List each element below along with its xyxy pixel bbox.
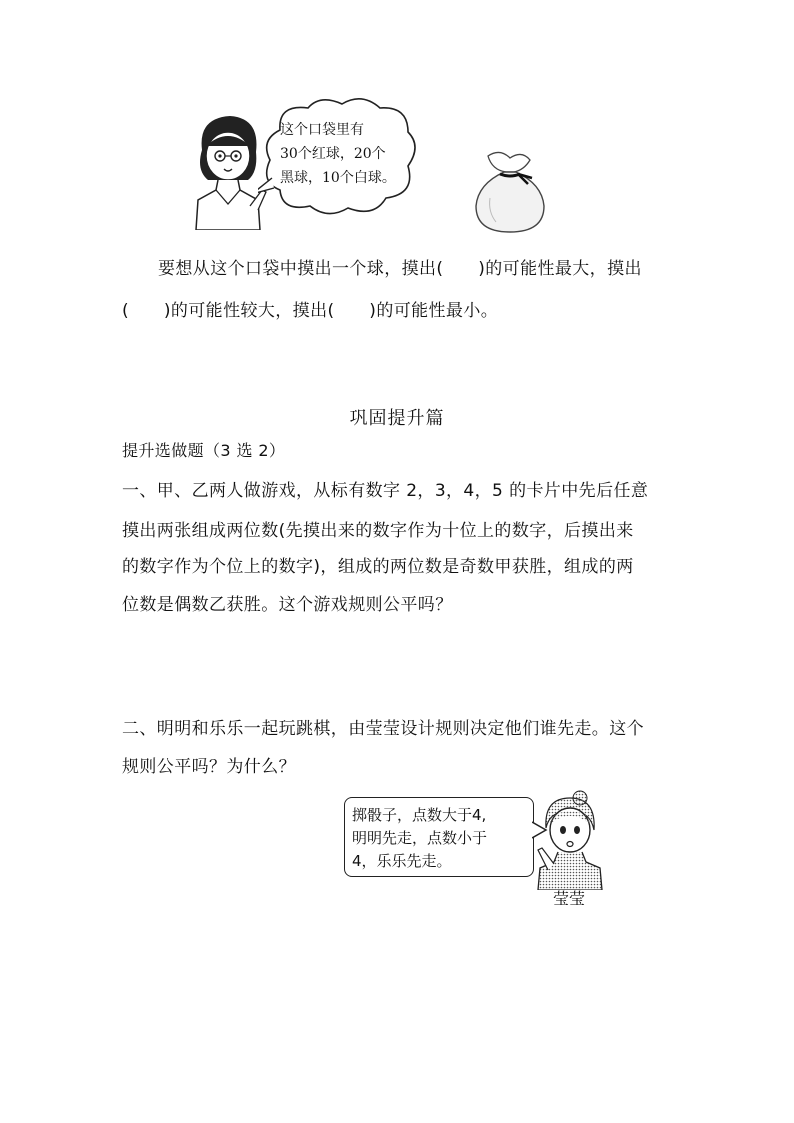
question1-line: 位数是偶数乙获胜。这个游戏规则公平吗？ <box>122 595 453 615</box>
question2-line: 规则公平吗？为什么？ <box>122 757 296 777</box>
cloud-text <box>280 118 420 190</box>
yingying-illustration <box>530 790 608 890</box>
speech-text <box>352 804 532 873</box>
cloud-line: 黑球，10个白球。 <box>280 170 396 186</box>
intro-line-1: 要想从这个口袋中摸出一个球，摸出( )的可能性最大，摸出 <box>158 259 642 279</box>
section-subtitle: 提升选做题（3 选 2） <box>122 441 286 460</box>
intro-line-2: ( )的可能性较大，摸出( )的可能性最小。 <box>122 301 499 321</box>
speech-line: 掷骰子，点数大于4, <box>352 806 487 824</box>
section-title: 巩固提升篇 <box>349 408 445 429</box>
question1-line: 摸出两张组成两位数(先摸出来的数字作为十位上的数字，后摸出来 <box>122 521 634 541</box>
cloud-line: 这个口袋里有 <box>280 122 364 138</box>
character-name: 莹莹 <box>553 889 586 908</box>
question2-line: 二、明明和乐乐一起玩跳棋，由莹莹设计规则决定他们谁先走。这个 <box>122 719 644 739</box>
cloud-line: 30个红球，20个 <box>280 146 386 162</box>
girl-illustration <box>188 110 268 230</box>
question1-line: 的数字作为个位上的数字)，组成的两位数是奇数甲获胜，组成的两 <box>122 557 634 577</box>
bag-illustration <box>470 148 550 234</box>
speech-line: 明明先走，点数小于 <box>352 829 488 847</box>
question1-line: 一、甲、乙两人做游戏，从标有数字 2，3，4，5 的卡片中先后任意 <box>122 481 649 501</box>
speech-line: 4，乐乐先走。 <box>352 852 452 870</box>
